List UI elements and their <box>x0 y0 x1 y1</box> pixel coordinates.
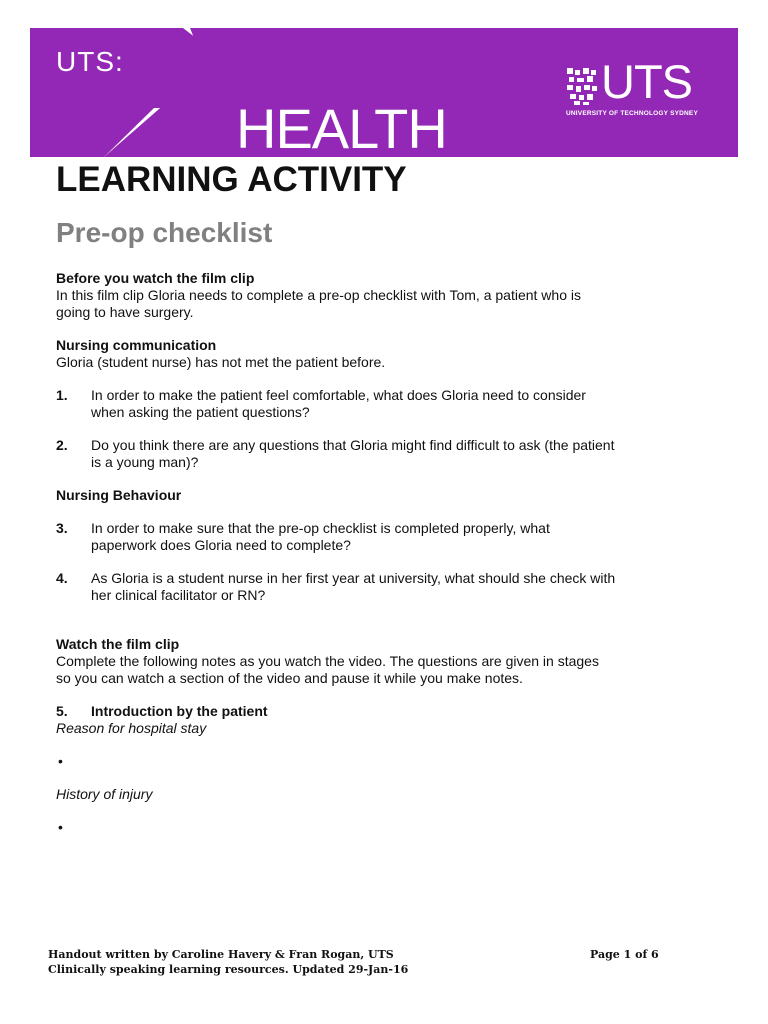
page-title: LEARNING ACTIVITY <box>56 160 407 199</box>
section-heading-watch: Watch the film clip <box>56 636 180 652</box>
question-text-line: is a young man)? <box>91 454 199 470</box>
uts-logo-subtitle: UNIVERSITY OF TECHNOLOGY SYDNEY <box>566 110 699 117</box>
question-3 <box>56 520 696 554</box>
question-number: 5. <box>56 703 68 719</box>
watch-text-line: Complete the following notes as you watch the video. The questions are given in stages <box>56 653 599 669</box>
section-heading-before: Before you watch the film clip <box>56 270 255 286</box>
question-text-line: paperwork does Gloria need to complete? <box>91 537 351 553</box>
question-heading: Introduction by the patient <box>91 703 268 719</box>
question-text-line: In order to make the patient feel comfortable, what does Gloria need to consider <box>91 387 586 403</box>
document-body <box>56 270 696 836</box>
page-subtitle: Pre-op checklist <box>56 217 273 248</box>
uts-logo-icon <box>565 66 599 111</box>
prompt-history: History of injury <box>56 786 153 802</box>
health-label: HEALTH <box>236 97 447 160</box>
footer-line: Handout written by Caroline Havery & Fran Rogan, UTS <box>48 948 394 961</box>
page-number: Page 1 of 6 <box>590 948 659 961</box>
question-text-line: As Gloria is a student nurse in her first year at university, what should she check with <box>91 570 616 586</box>
question-text-line: In order to make sure that the pre-op checklist is completed properly, what <box>91 520 550 536</box>
footer-line: Clinically speaking learning resources. Updated 29-Jan-16 <box>48 963 409 976</box>
question-number: 3. <box>56 520 68 536</box>
question-text-line: Do you think there are any questions that Gloria might find difficult to ask (the patient <box>91 437 615 453</box>
watch-text-line: so you can watch a section of the video and pause it while you make notes. <box>56 670 523 686</box>
question-text-line: when asking the patient questions? <box>91 404 310 420</box>
question-2 <box>56 437 696 471</box>
uts-logo-word: UTS <box>601 55 692 108</box>
question-number: 4. <box>56 570 68 586</box>
uts-small-label: UTS: <box>56 46 124 77</box>
before-text-line: going to have surgery. <box>56 304 194 320</box>
prompt-reason: Reason for hospital stay <box>56 720 207 736</box>
section-heading-behaviour: Nursing Behaviour <box>56 487 182 503</box>
question-number: 1. <box>56 387 68 403</box>
question-1 <box>56 387 696 421</box>
communication-text: Gloria (student nurse) has not met the patient before. <box>56 354 386 370</box>
section-heading-communication: Nursing communication <box>56 337 217 353</box>
bullet-point: • <box>58 819 63 835</box>
question-4 <box>56 570 696 604</box>
question-5 <box>56 703 696 720</box>
footer-credits <box>48 947 408 977</box>
bullet-point: • <box>58 753 63 769</box>
question-number: 2. <box>56 437 68 453</box>
before-text-line: In this film clip Gloria needs to complete a pre-op checklist with Tom, a patient who is <box>56 287 581 303</box>
question-text-line: her clinical facilitator or RN? <box>91 587 266 603</box>
